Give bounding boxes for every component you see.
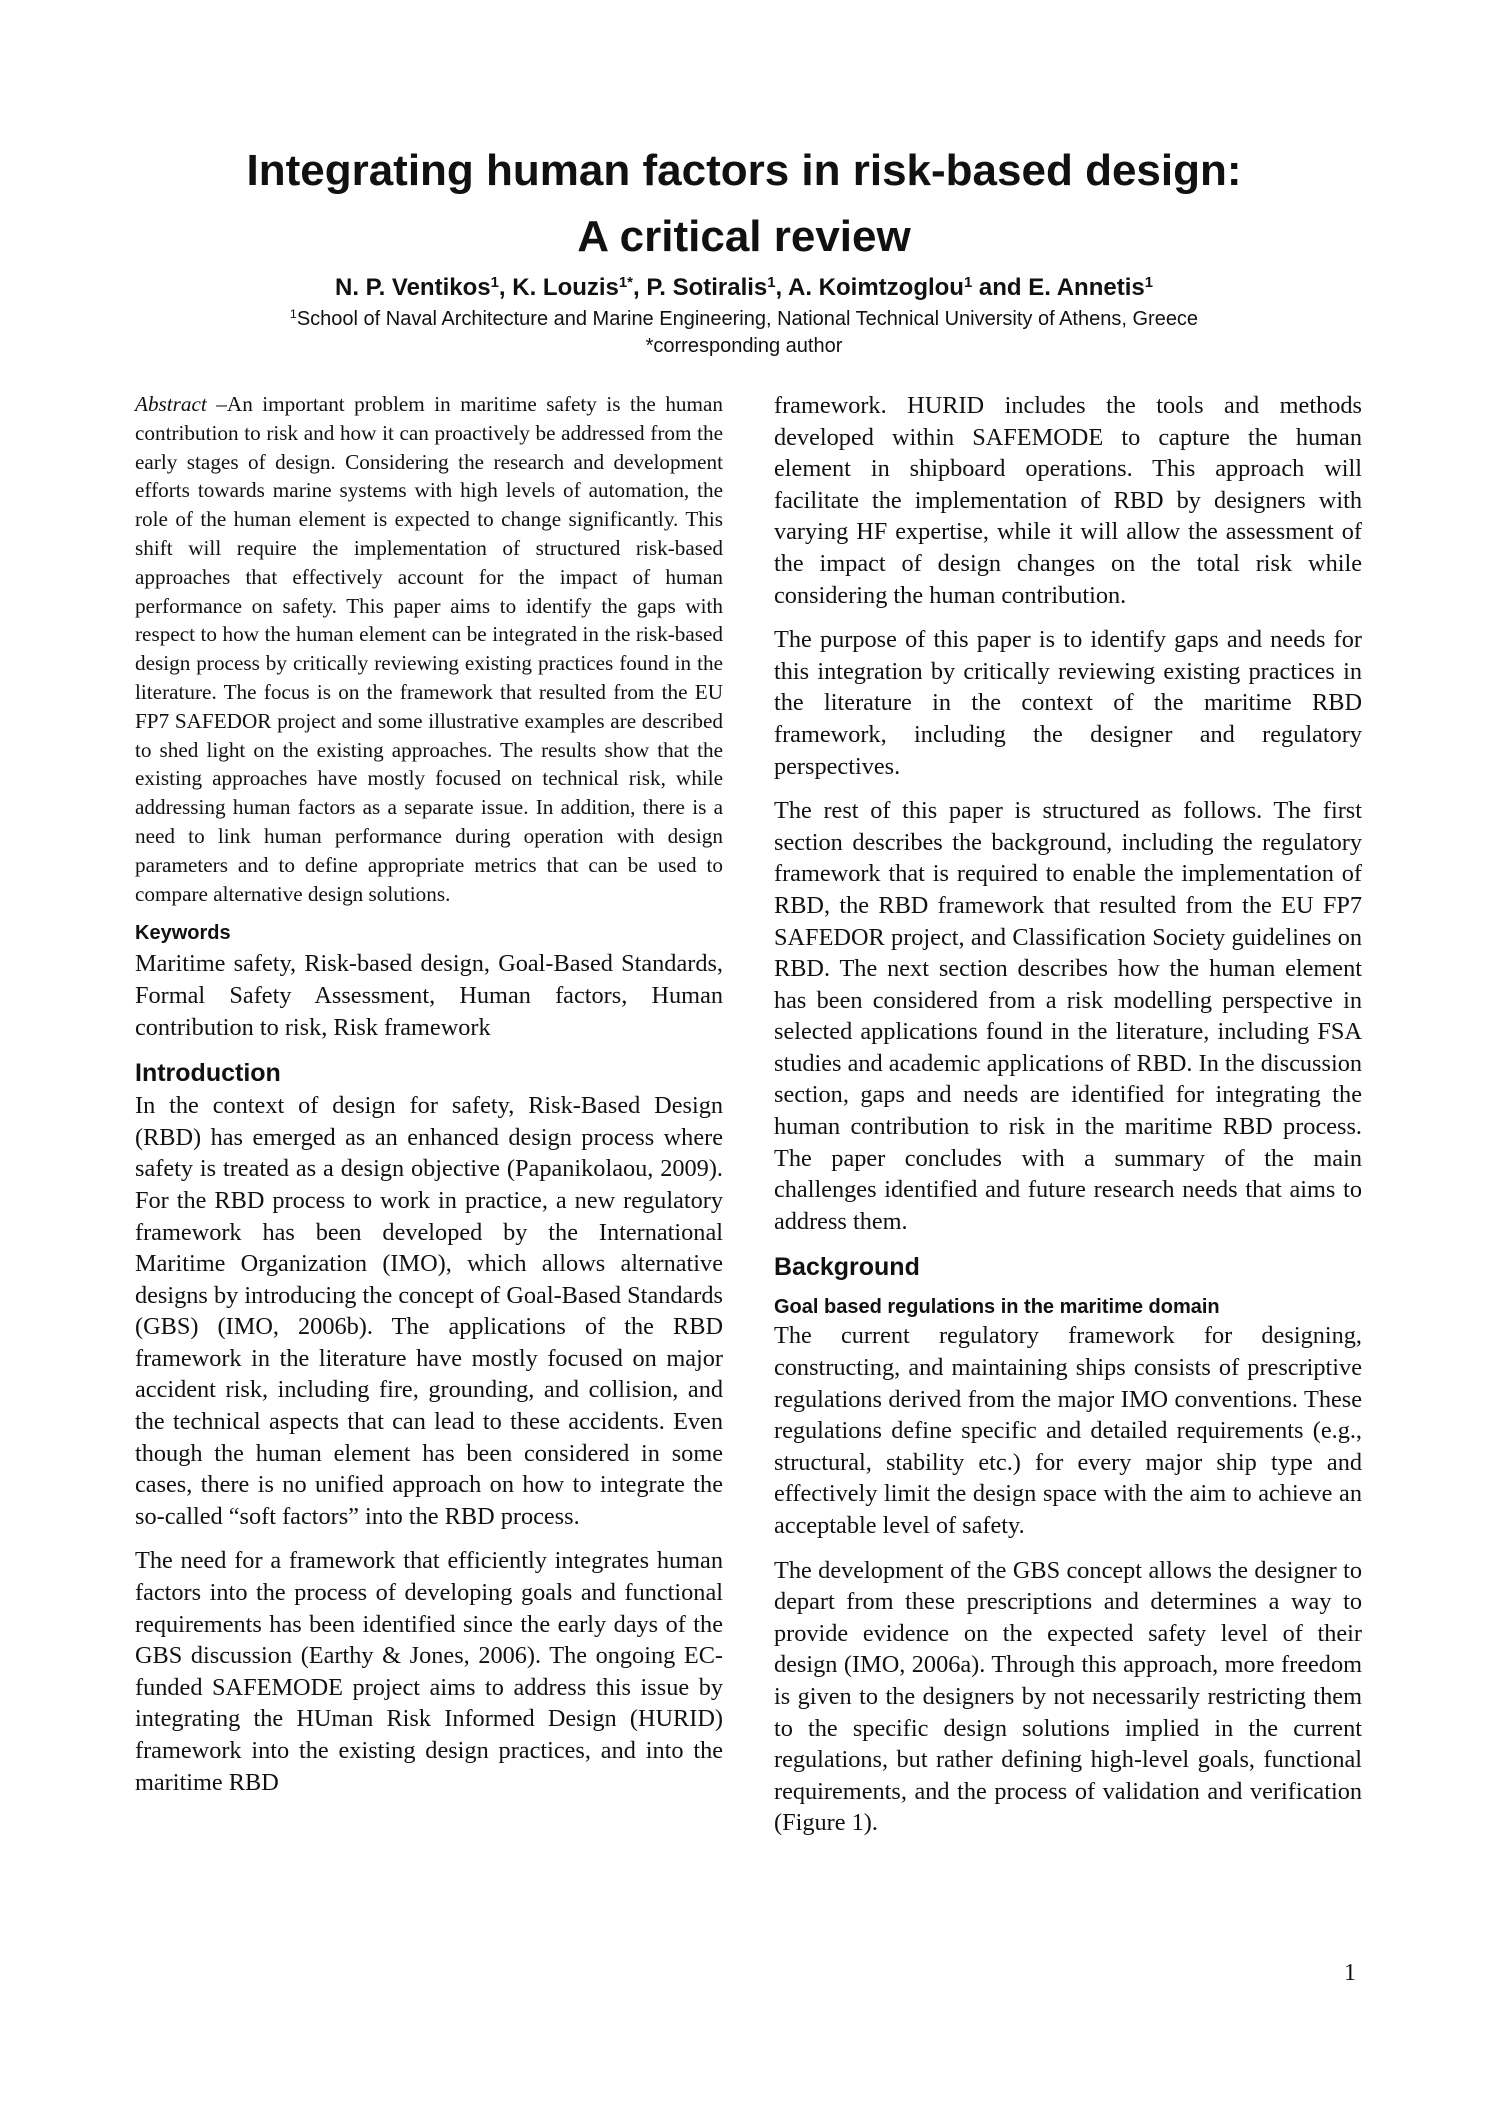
paragraph: The current regulatory framework for designing, constructing, and maintaining ships consists of prescriptive regulations derived from the major IMO conventions. These regulations define specific and detailed requirements (e.g., structural, stability etc.) for every major ship type and effectively limit the design space with the aim to achieve an acceptable level of safety. [774, 1322, 1362, 1539]
keywords-text: Maritime safety, Risk-based design, Goal-Based Standards, Formal Safety Assessment, Human factors, Human contribution to risk, Risk framework [135, 950, 723, 1041]
abstract [135, 390, 723, 908]
paragraph: The purpose of this paper is to identify gaps and needs for this integration by critically reviewing existing practices in the literature in the context of the maritime RBD framework, including the designer and regulatory perspectives. [774, 626, 1362, 780]
affiliation-mark: 1 [289, 307, 297, 322]
paragraph: In the context of design for safety, Risk-Based Design (RBD) has emerged as an enhanced design process where safety is treated as a design objective (Papanikolaou, 2009). For the RBD process to work in practice, a new regulatory framework has been developed by the International Maritime Organization (IMO), which allows alternative designs by introducing the concept of Goal-Based Standards (GBS) (IMO, 2006b). The applications of the RBD framework in the literature have mostly focused on major accident risk, including fire, grounding, and collision, and the technical aspects that can lead to these accidents. Even though the human element has been considered in some cases, there is no unified approach on how to integrate the so-called “soft factors” into the RBD process. [135, 1092, 723, 1530]
author-affiliation-mark: 1 [1144, 274, 1154, 291]
author-name: K. Louzis [512, 274, 619, 301]
author-affiliation-mark: 1* [618, 274, 633, 291]
author-name: A. Koimtzoglou [788, 274, 964, 301]
author-separator: , [775, 274, 788, 301]
paragraph: The need for a framework that efficiently integrates human factors into the process of developing goals and functional requirements has been identified since the early days of the GBS discussion (Earthy & Jones, 2006). The ongoing EC-funded SAFEMODE project aims to address this issue by integrating the HUman Risk Informed Design (HURID) framework into the existing design practices, and into the maritime RBD [135, 1547, 723, 1796]
author-name: N. P. Ventikos [334, 274, 491, 301]
author-separator: , [632, 274, 647, 301]
author-name: P. Sotiralis [646, 274, 768, 301]
corresponding-author-note: *corresponding author [645, 335, 843, 357]
left-column [135, 390, 723, 1811]
introduction-heading: Introduction [135, 1059, 281, 1088]
title-line-1: Integrating human factors in risk-based design: [246, 146, 1242, 195]
paragraph: The rest of this paper is structured as follows. The first section describes the background, including the regulatory framework that is required to enable the implementation of RBD, the RBD framework that resulted from the EU FP7 SAFEDOR project, and Classification Society guidelines on RBD. The next section describes how the human element has been considered from a risk modelling perspective in selected applications found in the literature, including FSA studies and academic applications of RBD. In the discussion section, gaps and needs are identified for integrating the human contribution to risk in the maritime RBD process. The paper concludes with a summary of the main challenges identified and future research needs that aims to address them. [774, 797, 1362, 1235]
paragraph: framework. HURID includes the tools and methods developed within SAFEMODE to capture the human element in shipboard operations. This approach will facilitate the implementation of RBD by designers with varying HF expertise, while it will allow the assessment of the impact of design changes on the total risk while considering the human contribution. [774, 392, 1362, 609]
abstract-label: Abstract [135, 392, 207, 416]
paper-title [0, 138, 1488, 270]
paragraph: The development of the GBS concept allows the designer to depart from these prescriptions and determines a way to provide evidence on the expected safety level of their design (IMO, 2006a). Through this approach, more freedom is given to the designers by not necessarily restricting them to the specific design solutions implied in the current regulations, but rather defining high-level goals, functional requirements, and the process of validation and verification (Figure 1). [774, 1556, 1362, 1837]
author-affiliation-mark: 1 [963, 274, 973, 291]
author-separator: and [972, 274, 1029, 301]
keywords-heading: Keywords [135, 922, 231, 945]
title-line-2: A critical review [577, 212, 911, 261]
right-column [774, 390, 1362, 1852]
author-name: E. Annetis [1028, 274, 1145, 301]
background-subheading: Goal based regulations in the maritime domain [774, 1296, 1220, 1319]
author-affiliation-mark: 1 [490, 274, 499, 291]
affiliation-text: School of Naval Architecture and Marine Engineering, National Technical University of Athens, Greece [296, 308, 1199, 330]
author-affiliation-mark: 1 [767, 274, 776, 291]
page-number: 1 [1344, 1960, 1356, 1986]
affiliation [0, 306, 1488, 332]
author-list [0, 272, 1488, 304]
abstract-text: –An important problem in maritime safety is the human contribution to risk and how it can proactively be addressed from the early stages of design. Considering the research and development efforts towards marine systems with high levels of automation, the role of the human element is expected to change significantly. This shift will require the implementation of structured risk-based approaches that effectively account for the impact of human performance on safety. This paper aims to identify the gaps with respect to how the human element can be integrated in the risk-based design process by critically reviewing existing practices found in the literature. The focus is on the framework that resulted from the EU FP7 SAFEDOR project and some illustrative examples are described to shed light on the existing approaches. The results show that the existing approaches have mostly focused on technical risk, while addressing human factors as a separate issue. In addition, there is a need to link human performance during operation with design parameters and to define appropriate metrics that can be used to compare alternative design solutions. [135, 392, 723, 906]
author-separator: , [498, 274, 513, 301]
background-heading: Background [774, 1253, 920, 1282]
